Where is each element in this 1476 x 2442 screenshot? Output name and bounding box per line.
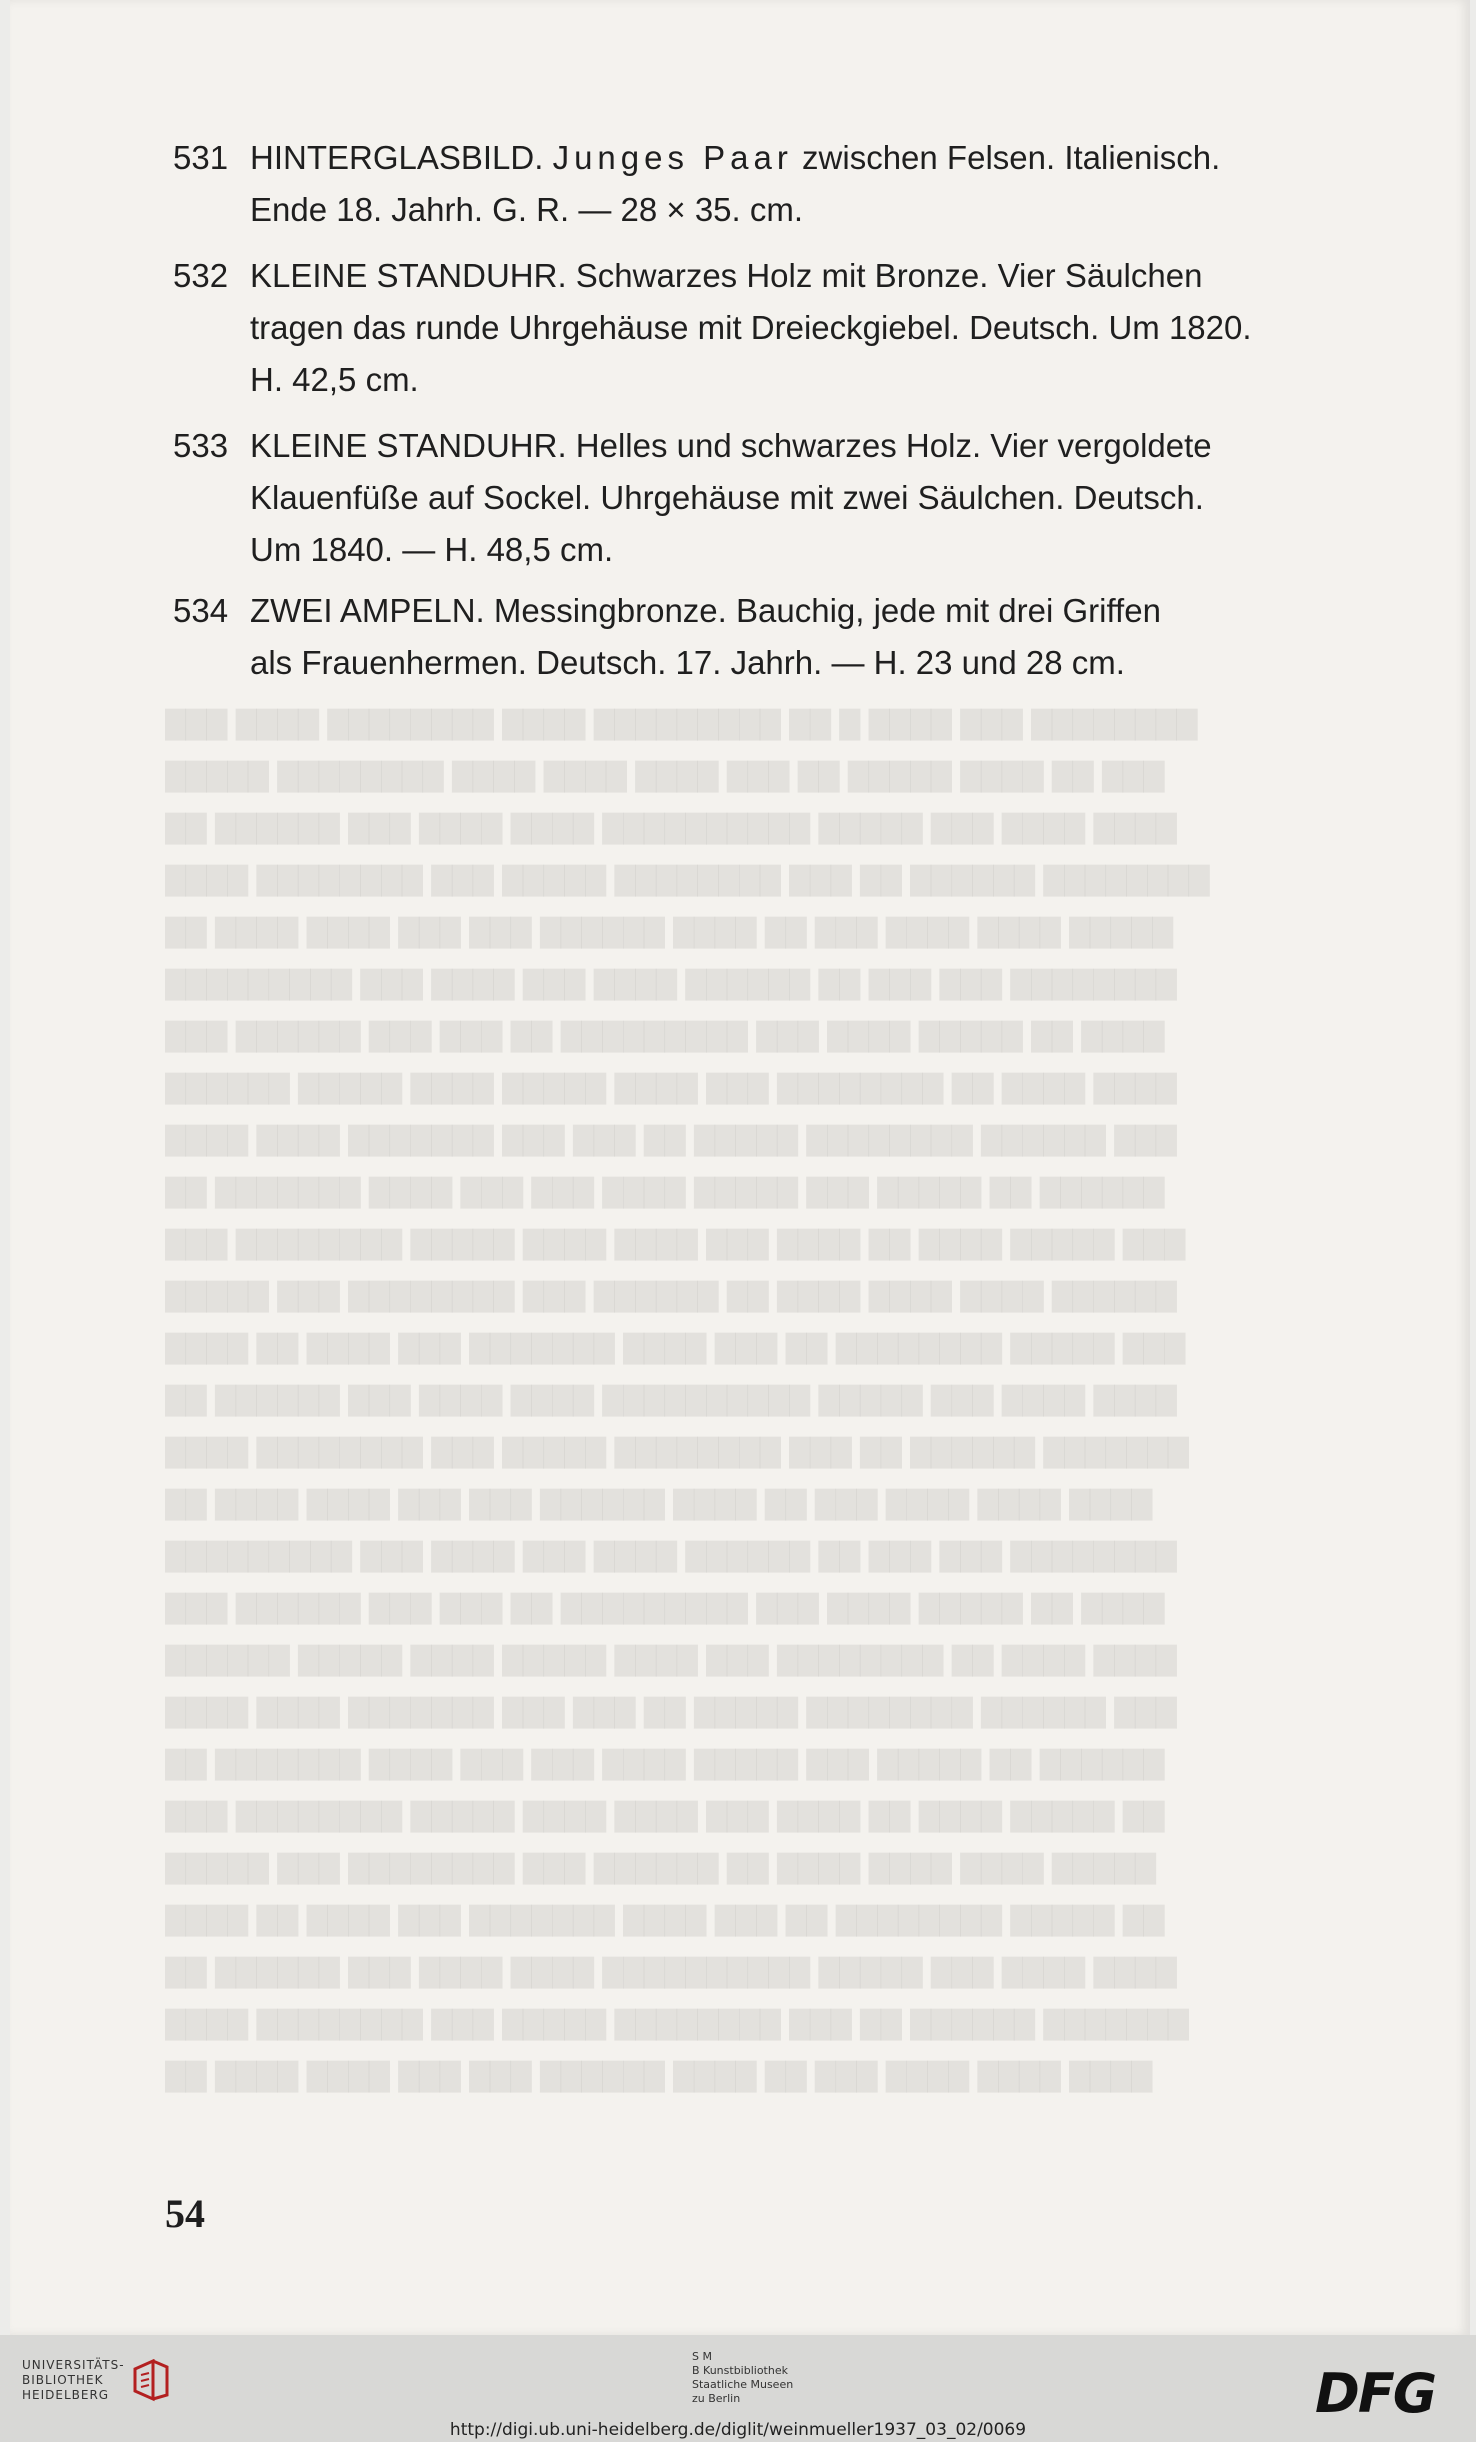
catalog-entry-532: [173, 250, 1391, 406]
entry-line: HINTERGLASBILD. Junges Paar zwischen Felsen. Italienisch.: [250, 139, 1221, 176]
entry-text: [250, 585, 1391, 689]
source-url[interactable]: http://digi.ub.uni-heidelberg.de/diglit/weinmueller1937_03_02/0069: [449, 2420, 1027, 2440]
dfg-logo[interactable]: DFG: [1315, 2362, 1436, 2425]
entry-line: H. 42,5 cm.: [250, 361, 419, 398]
entry-line: ZWEI AMPELN. Messingbronze. Bauchig, jede mit drei Griffen: [250, 592, 1161, 629]
entry-line: Klauenfüße auf Sockel. Uhrgehäuse mit zwei Säulchen. Deutsch.: [250, 479, 1204, 516]
entry-line: tragen das runde Uhrgehäuse mit Dreieckgiebel. Deutsch. Um 1820.: [250, 309, 1252, 346]
library-emblem-icon: [131, 2359, 171, 2403]
entry-line: KLEINE STANDUHR. Schwarzes Holz mit Bronze. Vier Säulchen: [250, 257, 1203, 294]
entry-line: Um 1840. — H. 48,5 cm.: [250, 531, 614, 568]
catalog-entry-533: [173, 420, 1391, 576]
entry-number: 534: [173, 592, 229, 629]
scanned-page: [10, 0, 1470, 2335]
heidelberg-library-logo[interactable]: [22, 2358, 171, 2403]
page-number: 54: [165, 2191, 205, 2236]
entry-text: [250, 132, 1391, 236]
kunstbibliothek-logo[interactable]: S M B Kunstbibliothek Staatliche Museen zu Berlin: [692, 2350, 794, 2405]
entry-text: [250, 420, 1391, 576]
entry-number: 532: [173, 257, 229, 294]
entry-text: [250, 250, 1391, 406]
entry-line: als Frauenhermen. Deutsch. 17. Jahrh. — H. 23 und 28 cm.: [250, 644, 1125, 681]
entry-number: 533: [173, 427, 229, 464]
entry-line: Ende 18. Jahrh. G. R. — 28 × 35. cm.: [250, 191, 804, 228]
entry-number: 531: [173, 139, 229, 176]
entry-line: KLEINE STANDUHR. Helles und schwarzes Holz. Vier vergoldete: [250, 427, 1212, 464]
library-name: UNIVERSITÄTS- BIBLIOTHEK HEIDELBERG: [22, 2358, 125, 2402]
catalog-entry-534: [173, 585, 1391, 689]
show-through-text: ███ ████ ████████ ████ █████████ ██ █ ████ ███ ████████ █████ ████████ ████ ████ ████ ███ ██ █████ ████ ██ ███ ██ ██████ ███ ████ ████ ██████████ █████ ███ ████ ████ ████ ████████ ███ █████ ████████ ███ ██ ██████ ████████ ██ ████ ████ ███ ███ ██████ ████ ██ ███ ████ ████ █████ █████████ ███ ████ ███ ████ ██████ ██ ███ ███ ████████ ███ ██████ ███ ███ ██ █████████ ███ ████ █████ ██ ████ ██████ █████ ████ █████ ████ ███ ████████ ██ ████ ████ ████ ████ ███████ ███ ███ ██ █████ ████████ ██████ ███ ██ ███████ ████ ███ ███ ████ █████ ███ █████ ██ ██████ ███ ████████ █████ ████ ████ ███ ████ ██ ████ █████ ███ █████ ███ ████████ ███ ██████ ██ ████ ████ ████ ██████ ████ ██ ████ ███ ███████ ████ ███ ██ ████████ █████ ███ ██ ██████ ███ ████ ████ ██████████ █████ ███ ████ ████ ████ ████████ ███ █████ ████████ ███ ██ ██████ ███████ ██ ████ ████ ███ ███ ██████ ████ ██ ███ ████ ████ ████ █████████ ███ ████ ███ ████ ██████ ██ ███ ███ ████████ ███ ██████ ███ ███ ██ █████████ ███ ████ █████ ██ ████ ██████ █████ ████ █████ ████ ███ ████████ ██ ████ ████ ████ ████ ███████ ███ ███ ██ █████ ████████ ██████ ███ ██ ███████ ████ ███ ███ ████ █████ ███ █████ ██ ██████ ███ ████████ █████ ████ ████ ███ ████ ██ ████ █████ ██ █████ ███ ████████ ███ ██████ ██ ████ ████ ████ █████ ████ ██ ████ ███ ███████ ████ ███ ██ ████████ █████ ██ ██ ██████ ███ ████ ████ ██████████ █████ ███ ████ ████ ████ ████████ ███ █████ ████████ ███ ██ ██████ ███████ ██ ████ ████ ███ ███ ██████ ████ ██ ███ ████ ████ ████: [165, 710, 1210, 2093]
catalog-entry-531: [173, 132, 1391, 236]
